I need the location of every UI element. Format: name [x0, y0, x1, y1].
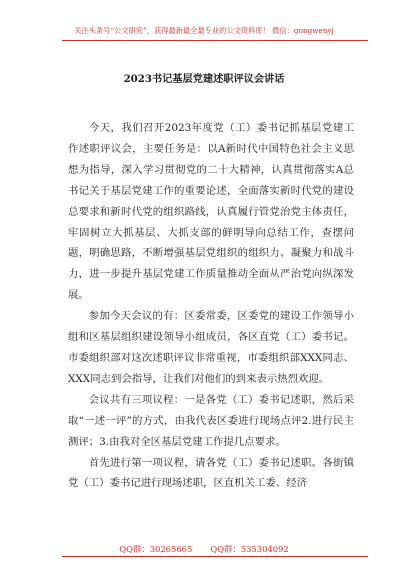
footer-divider [62, 556, 368, 557]
document-title: 2023书记基层党建述职评议会讲话 [123, 73, 285, 85]
paragraph-intro: 今天，我们召开2023年度党（工）委书记抓基层党建工作述职评议会，主要任务是：以A新时代中国特色社会主义思想为指导，深入学习贯彻党的二十大精神，认真贯彻落实A总书记关于基层党建工作的重要论述，全面落实新时代党的建设总要求和新时代党的组织路线，认真履行管党治党主体责任，牢固树立大抓基层、大抓支部的鲜明导向总结工作，查摆问题，明确思路，不断增强基层党组织的组织力、凝聚力和战斗力，进一步提升基层党建工作质量推动全面从严治党向纵深发展。 [68, 122, 354, 302]
paragraph-agenda: 会议共有三项议程：一是各党（工）委书记述职，然后采取“一述一评”的方式，由我代表区委进行现场点评2.进行民主测评；3.由我对全区基层党建工作提几点要求。 [68, 393, 354, 448]
header-banner: 关注头条号“公文研究”，获得最新最全最专业的公文资料库！ 微信：gongwenyj [74, 26, 334, 35]
footer-qq-group-1: QQ群：30265665 [119, 544, 193, 554]
document-body [68, 118, 354, 494]
paragraph-first-item: 首先进行第一项议程，请各党（工）委书记述职。各街镇党（工）委书记进行现场述职，区直机关工委、经济 [68, 456, 354, 490]
header-divider [62, 40, 368, 41]
paragraph-attendees: 参加今天会议的有：区委常委，区委党的建设工作领导小组和区基层组织建设领导小组成员，各区直党（工）委书记。市委组织部对这次述职评议非常重视，市委组织部XXX同志、XXX同志到会指导，让我们对他们的到来表示热烈欢迎。 [68, 310, 354, 385]
footer-contact [0, 543, 408, 555]
footer-qq-group-2: QQ群：535304092 [210, 544, 289, 554]
